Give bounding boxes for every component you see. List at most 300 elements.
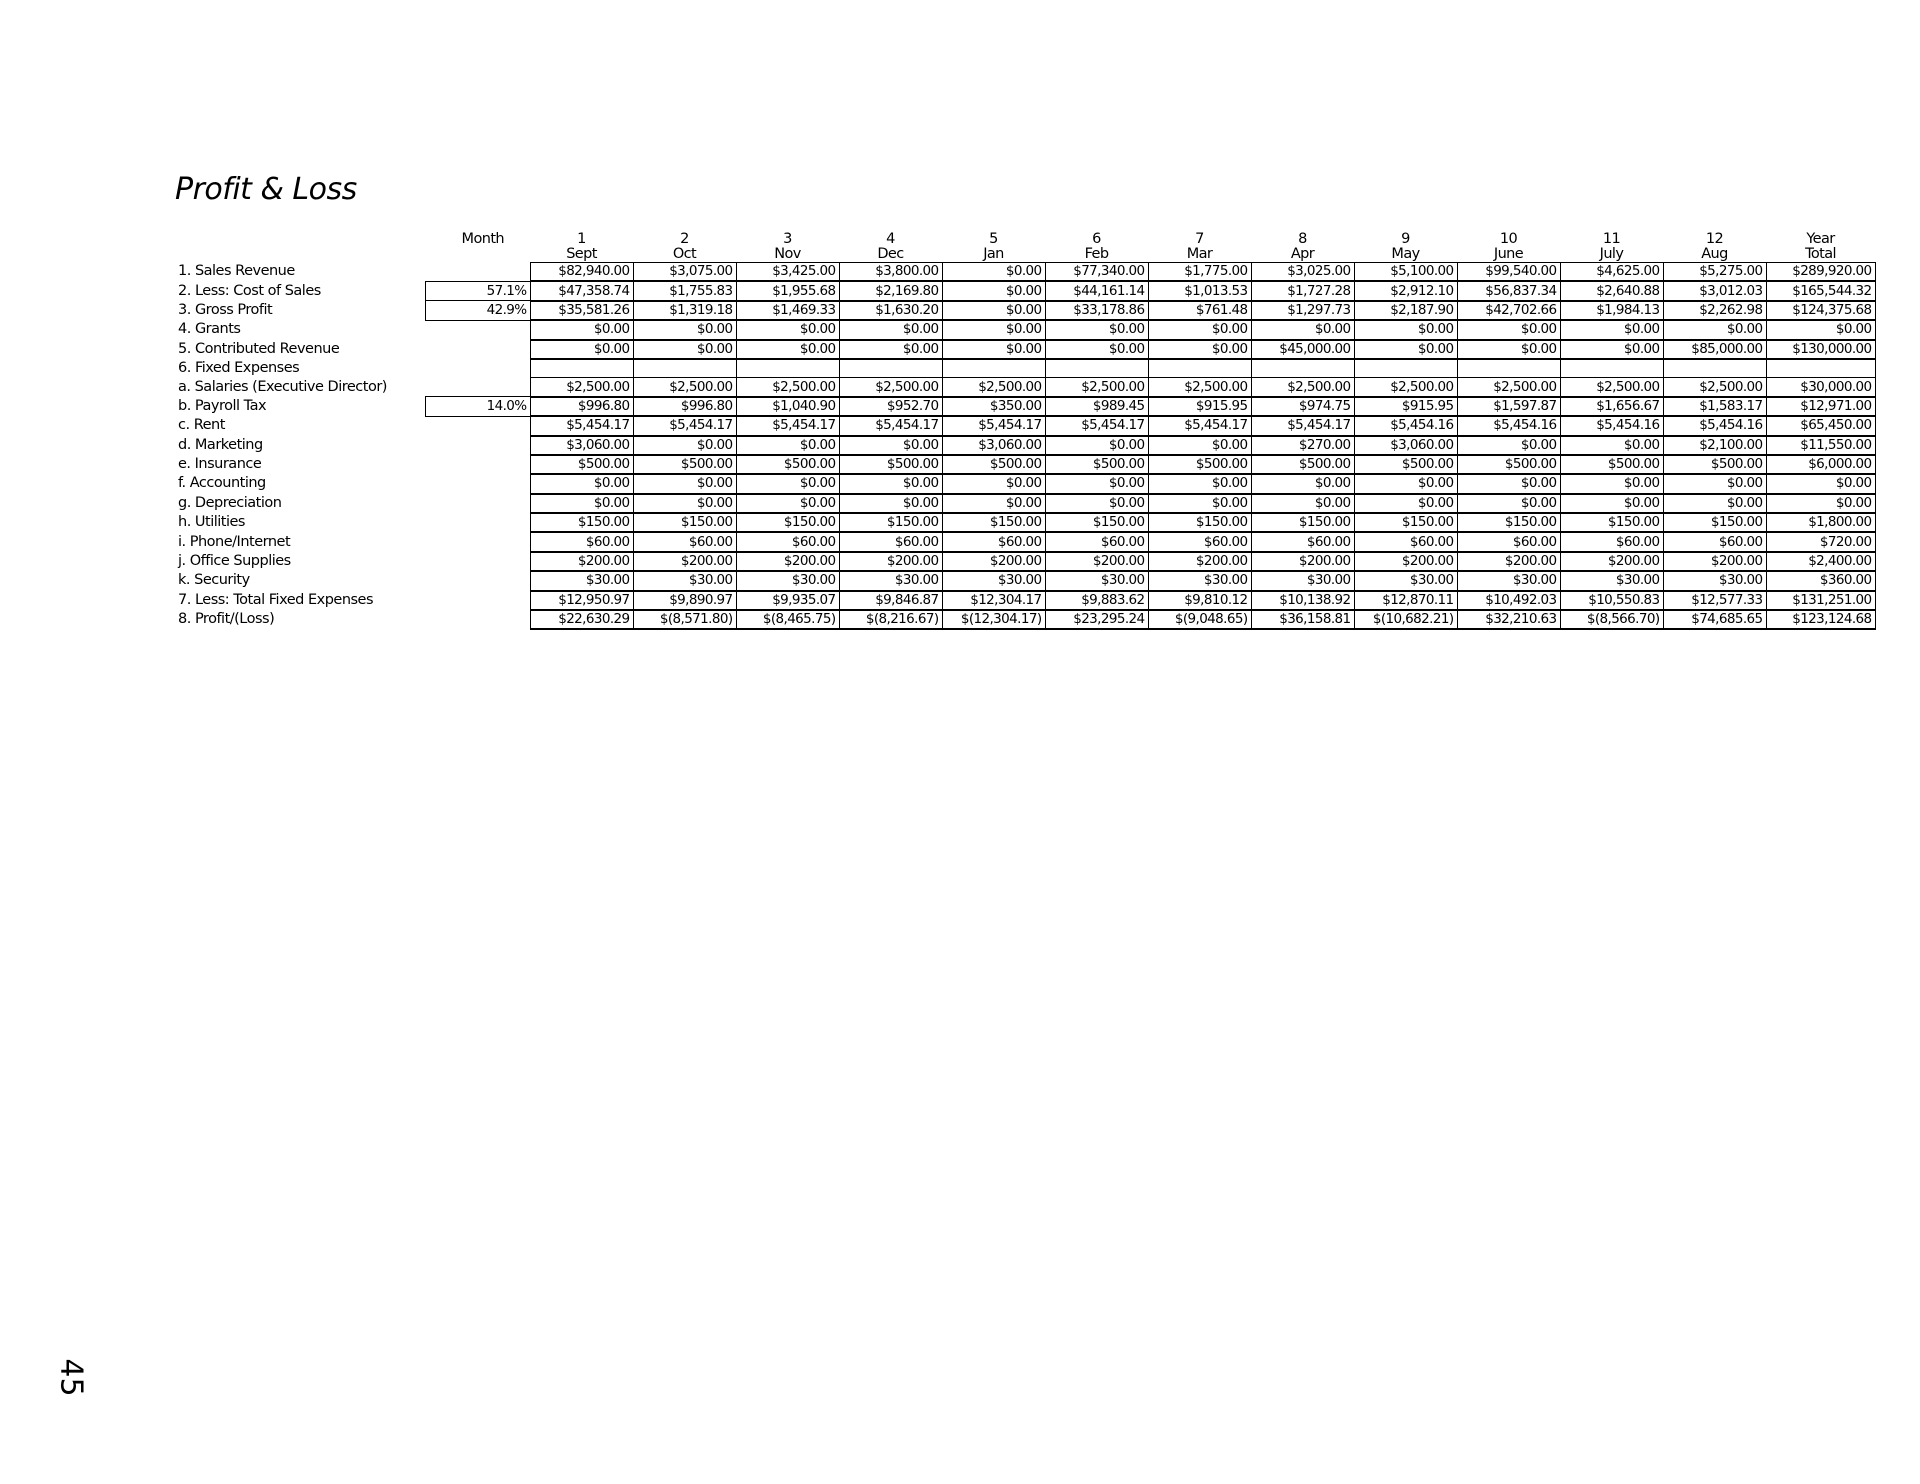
row-percent: 14.0%	[425, 397, 530, 416]
table-cell: $2,187.90	[1354, 301, 1457, 320]
table-cell: $30.00	[1354, 571, 1457, 590]
table-cell: $3,425.00	[736, 263, 839, 282]
table-cell: $150.00	[1457, 513, 1560, 532]
table-cell: $10,550.83	[1560, 591, 1663, 610]
row-label: g. Depreciation	[178, 494, 282, 511]
table-cell: $0.00	[1148, 494, 1251, 513]
column-month: June	[1493, 246, 1524, 262]
row-percent	[425, 552, 530, 571]
row-label: 1. Sales Revenue	[178, 263, 295, 280]
column-month: Sept	[566, 246, 597, 262]
table-cell: $2,500.00	[1457, 378, 1560, 397]
table-cell: $85,000.00	[1663, 340, 1766, 359]
table-cell: $3,060.00	[530, 436, 633, 455]
table-row	[175, 591, 1875, 610]
table-cell: $30.00	[1560, 571, 1663, 590]
table-cell: $0.00	[1766, 320, 1875, 339]
column-month: Mar	[1186, 246, 1213, 262]
table-cell: $6,000.00	[1766, 455, 1875, 474]
table-cell: $996.80	[530, 397, 633, 416]
table-cell: $4,625.00	[1560, 263, 1663, 282]
column-month: Nov	[774, 246, 801, 262]
table-cell: $350.00	[942, 397, 1045, 416]
table-cell: $1,656.67	[1560, 397, 1663, 416]
table-cell: $0.00	[1251, 474, 1354, 493]
column-month: Aug	[1701, 246, 1728, 262]
table-cell: $0.00	[1457, 436, 1560, 455]
row-percent	[425, 340, 530, 359]
column-number: 11	[1602, 232, 1621, 247]
table-cell: $60.00	[1354, 532, 1457, 551]
table-cell: $500.00	[633, 455, 736, 474]
table-cell: $3,075.00	[633, 263, 736, 282]
table-cell: $0.00	[1045, 436, 1148, 455]
column-month: Jan	[983, 246, 1004, 262]
table-cell: $0.00	[633, 494, 736, 513]
header-row	[175, 232, 1875, 263]
table-header	[175, 232, 1875, 263]
table-row	[175, 532, 1875, 551]
table-cell: $500.00	[942, 455, 1045, 474]
table-cell	[1148, 359, 1251, 378]
table-cell: $915.95	[1148, 397, 1251, 416]
table-cell: $150.00	[1148, 513, 1251, 532]
table-cell: $0.00	[633, 340, 736, 359]
table-cell: $200.00	[1251, 552, 1354, 571]
row-percent	[425, 610, 530, 629]
table-row	[175, 571, 1875, 590]
row-percent	[425, 416, 530, 435]
table-cell: $1,630.20	[839, 301, 942, 320]
table-cell: $0.00	[530, 474, 633, 493]
table-cell: $0.00	[942, 474, 1045, 493]
table-cell: $(10,682.21)	[1354, 610, 1457, 629]
table-cell: $200.00	[1560, 552, 1663, 571]
table-cell: $0.00	[942, 494, 1045, 513]
table-cell: $200.00	[1045, 552, 1148, 571]
table-cell: $150.00	[1045, 513, 1148, 532]
table-cell: $0.00	[1354, 474, 1457, 493]
row-percent	[425, 359, 530, 378]
table-cell: $1,583.17	[1663, 397, 1766, 416]
column-number: 8	[1298, 232, 1307, 247]
table-cell: $22,630.29	[530, 610, 633, 629]
table-row	[175, 378, 1875, 397]
table-cell: $33,178.86	[1045, 301, 1148, 320]
table-cell: $200.00	[530, 552, 633, 571]
table-cell: $150.00	[1560, 513, 1663, 532]
table-cell: $1,955.68	[736, 281, 839, 300]
table-cell: $0.00	[633, 320, 736, 339]
table-cell: $500.00	[1663, 455, 1766, 474]
table-cell: $99,540.00	[1457, 263, 1560, 282]
column-header	[1766, 232, 1875, 263]
table-cell: $165,544.32	[1766, 281, 1875, 300]
table-cell	[736, 359, 839, 378]
table-row	[175, 397, 1875, 416]
table-cell: $200.00	[1148, 552, 1251, 571]
table-cell: $150.00	[736, 513, 839, 532]
table-cell: $5,454.16	[1663, 416, 1766, 435]
table-cell: $500.00	[1354, 455, 1457, 474]
table-cell	[1045, 359, 1148, 378]
row-label: 8. Profit/(Loss)	[178, 611, 275, 628]
table-cell: $5,454.17	[736, 416, 839, 435]
column-number: 9	[1401, 232, 1410, 247]
column-month: July	[1599, 246, 1624, 262]
table-cell: $500.00	[736, 455, 839, 474]
table-cell: $42,702.66	[1457, 301, 1560, 320]
column-number: 6	[1092, 232, 1101, 247]
table-cell: $60.00	[1045, 532, 1148, 551]
row-percent	[425, 320, 530, 339]
table-cell	[1251, 359, 1354, 378]
table-row	[175, 436, 1875, 455]
table-cell: $0.00	[736, 340, 839, 359]
table-cell: $56,837.34	[1457, 281, 1560, 300]
table-cell	[1457, 359, 1560, 378]
table-cell: $270.00	[1251, 436, 1354, 455]
table-cell: $3,060.00	[1354, 436, 1457, 455]
table-cell: $60.00	[1663, 532, 1766, 551]
column-header	[736, 232, 839, 263]
column-number: 12	[1705, 232, 1724, 247]
table-cell: $9,935.07	[736, 591, 839, 610]
row-label: a. Salaries (Executive Director)	[178, 378, 387, 395]
table-body	[175, 263, 1875, 630]
table-cell: $0.00	[839, 436, 942, 455]
table-cell: $952.70	[839, 397, 942, 416]
row-label: 7. Less: Total Fixed Expenses	[178, 591, 374, 608]
table-cell: $2,500.00	[1251, 378, 1354, 397]
table-cell: $0.00	[1354, 340, 1457, 359]
table-cell: $2,100.00	[1663, 436, 1766, 455]
row-label: 5. Contributed Revenue	[178, 340, 340, 357]
table-cell: $3,012.03	[1663, 281, 1766, 300]
table-cell: $23,295.24	[1045, 610, 1148, 629]
table-cell: $2,912.10	[1354, 281, 1457, 300]
column-number: 10	[1499, 232, 1518, 247]
table-row	[175, 416, 1875, 435]
table-cell: $(8,566.70)	[1560, 610, 1663, 629]
table-cell: $0.00	[839, 320, 942, 339]
table-cell: $30.00	[736, 571, 839, 590]
table-cell: $2,169.80	[839, 281, 942, 300]
table-cell: $2,500.00	[530, 378, 633, 397]
table-cell: $30.00	[530, 571, 633, 590]
table-cell: $60.00	[839, 532, 942, 551]
table-cell: $5,454.17	[942, 416, 1045, 435]
row-percent	[425, 571, 530, 590]
page-number: 45	[53, 1358, 89, 1397]
table-cell: $11,550.00	[1766, 436, 1875, 455]
table-cell: $500.00	[1045, 455, 1148, 474]
table-cell: $77,340.00	[1045, 263, 1148, 282]
column-number: 7	[1195, 232, 1204, 247]
month-label: Month	[461, 232, 504, 247]
column-header	[530, 232, 633, 263]
table-cell: $0.00	[1560, 494, 1663, 513]
table-cell: $200.00	[1354, 552, 1457, 571]
table-cell: $5,454.17	[1045, 416, 1148, 435]
table-cell: $30.00	[839, 571, 942, 590]
table-cell: $1,755.83	[633, 281, 736, 300]
column-month: Total	[1805, 246, 1836, 262]
table-cell: $2,400.00	[1766, 552, 1875, 571]
table-cell	[1560, 359, 1663, 378]
table-cell: $500.00	[1560, 455, 1663, 474]
row-label: 2. Less: Cost of Sales	[178, 282, 321, 299]
row-percent: 42.9%	[425, 301, 530, 320]
table-row	[175, 513, 1875, 532]
table-cell: $9,810.12	[1148, 591, 1251, 610]
column-header	[1560, 232, 1663, 263]
table-cell: $12,870.11	[1354, 591, 1457, 610]
table-cell: $2,640.88	[1560, 281, 1663, 300]
table-cell: $0.00	[1251, 320, 1354, 339]
table-cell: $(8,216.67)	[839, 610, 942, 629]
column-header	[839, 232, 942, 263]
table-cell: $500.00	[839, 455, 942, 474]
table-cell: $32,210.63	[1457, 610, 1560, 629]
table-cell: $500.00	[1148, 455, 1251, 474]
row-percent	[425, 532, 530, 551]
column-number: 1	[577, 232, 586, 247]
table-cell	[1354, 359, 1457, 378]
table-cell: $0.00	[942, 263, 1045, 282]
row-label: b. Payroll Tax	[178, 397, 267, 414]
table-cell	[1766, 359, 1875, 378]
table-cell: $150.00	[1251, 513, 1354, 532]
table-cell: $0.00	[530, 494, 633, 513]
table-row	[175, 474, 1875, 493]
table-cell: $1,984.13	[1560, 301, 1663, 320]
table-cell: $200.00	[839, 552, 942, 571]
row-label: i. Phone/Internet	[178, 533, 291, 550]
table-cell: $974.75	[1251, 397, 1354, 416]
table-cell: $123,124.68	[1766, 610, 1875, 629]
table-cell: $150.00	[1354, 513, 1457, 532]
table-cell: $0.00	[1148, 436, 1251, 455]
column-header	[1251, 232, 1354, 263]
table-cell: $0.00	[1148, 340, 1251, 359]
table-cell: $131,251.00	[1766, 591, 1875, 610]
table-cell: $30.00	[1663, 571, 1766, 590]
column-month: May	[1391, 246, 1420, 262]
header-spacer	[175, 232, 425, 263]
table-cell: $0.00	[942, 281, 1045, 300]
table-cell: $5,275.00	[1663, 263, 1766, 282]
table-cell: $2,500.00	[839, 378, 942, 397]
column-header	[942, 232, 1045, 263]
table-cell: $5,454.17	[1148, 416, 1251, 435]
table-cell: $2,500.00	[1663, 378, 1766, 397]
table-cell: $200.00	[942, 552, 1045, 571]
row-percent	[425, 513, 530, 532]
table-cell: $30.00	[1148, 571, 1251, 590]
column-number: 5	[989, 232, 998, 247]
table-cell: $2,500.00	[633, 378, 736, 397]
table-cell: $0.00	[530, 320, 633, 339]
table-row	[175, 359, 1875, 378]
table-cell: $1,597.87	[1457, 397, 1560, 416]
table-cell: $200.00	[736, 552, 839, 571]
table-cell: $3,060.00	[942, 436, 1045, 455]
table-cell: $0.00	[1045, 494, 1148, 513]
table-cell: $0.00	[1560, 340, 1663, 359]
table-cell: $0.00	[736, 320, 839, 339]
table-cell: $30.00	[1045, 571, 1148, 590]
table-cell: $0.00	[1251, 494, 1354, 513]
table-cell: $2,500.00	[1354, 378, 1457, 397]
table-cell: $150.00	[942, 513, 1045, 532]
column-month: Dec	[877, 246, 904, 262]
table-cell: $0.00	[839, 474, 942, 493]
table-cell: $45,000.00	[1251, 340, 1354, 359]
table-cell: $60.00	[1457, 532, 1560, 551]
row-label: e. Insurance	[178, 456, 262, 473]
table-cell: $60.00	[1148, 532, 1251, 551]
column-month: Feb	[1084, 246, 1109, 262]
table-cell: $0.00	[1045, 340, 1148, 359]
table-cell	[1663, 359, 1766, 378]
column-header	[1045, 232, 1148, 263]
table-cell: $(8,571.80)	[633, 610, 736, 629]
table-cell: $500.00	[1251, 455, 1354, 474]
table-cell: $500.00	[530, 455, 633, 474]
table-cell: $0.00	[1148, 320, 1251, 339]
table-cell: $0.00	[1663, 320, 1766, 339]
table-cell: $1,297.73	[1251, 301, 1354, 320]
table-row	[175, 610, 1875, 629]
table-row	[175, 263, 1875, 282]
table-cell: $0.00	[942, 340, 1045, 359]
column-header	[1354, 232, 1457, 263]
table-cell: $989.45	[1045, 397, 1148, 416]
table-cell: $9,883.62	[1045, 591, 1148, 610]
row-label: c. Rent	[178, 417, 225, 434]
table-cell: $0.00	[1045, 474, 1148, 493]
column-month: Apr	[1290, 246, 1315, 262]
table-cell: $(8,465.75)	[736, 610, 839, 629]
table-cell	[633, 359, 736, 378]
row-label: d. Marketing	[178, 436, 263, 453]
column-number: Year	[1806, 232, 1835, 247]
table-cell: $10,138.92	[1251, 591, 1354, 610]
row-label: 6. Fixed Expenses	[178, 359, 300, 376]
profit-loss-table	[175, 232, 1876, 630]
column-number: 3	[783, 232, 792, 247]
table-cell	[942, 359, 1045, 378]
table-cell: $60.00	[633, 532, 736, 551]
table-cell: $30.00	[1251, 571, 1354, 590]
table-cell: $30.00	[1457, 571, 1560, 590]
table-cell: $124,375.68	[1766, 301, 1875, 320]
table-cell: $5,454.17	[839, 416, 942, 435]
table-cell: $996.80	[633, 397, 736, 416]
table-cell: $200.00	[633, 552, 736, 571]
table-cell: $12,950.97	[530, 591, 633, 610]
table-cell: $0.00	[633, 474, 736, 493]
table-cell: $44,161.14	[1045, 281, 1148, 300]
table-cell: $(9,048.65)	[1148, 610, 1251, 629]
table-cell: $761.48	[1148, 301, 1251, 320]
table-cell: $12,577.33	[1663, 591, 1766, 610]
row-percent	[425, 436, 530, 455]
table-cell: $2,262.98	[1663, 301, 1766, 320]
table-cell: $0.00	[1354, 320, 1457, 339]
table-cell: $5,100.00	[1354, 263, 1457, 282]
table-cell: $0.00	[942, 320, 1045, 339]
column-header	[1663, 232, 1766, 263]
table-cell: $0.00	[736, 494, 839, 513]
table-cell: $(12,304.17)	[942, 610, 1045, 629]
table-cell: $60.00	[530, 532, 633, 551]
table-cell: $5,454.17	[530, 416, 633, 435]
table-cell: $5,454.16	[1457, 416, 1560, 435]
table-cell: $500.00	[1457, 455, 1560, 474]
table-cell: $47,358.74	[530, 281, 633, 300]
table-cell: $30,000.00	[1766, 378, 1875, 397]
table-cell: $0.00	[839, 340, 942, 359]
table-row	[175, 494, 1875, 513]
table-cell: $0.00	[1457, 320, 1560, 339]
table-cell: $0.00	[1766, 474, 1875, 493]
table-cell: $0.00	[839, 494, 942, 513]
table-cell: $60.00	[1560, 532, 1663, 551]
column-header	[1457, 232, 1560, 263]
column-number: 2	[680, 232, 689, 247]
table-cell: $74,685.65	[1663, 610, 1766, 629]
table-cell: $0.00	[1663, 494, 1766, 513]
table-cell: $360.00	[1766, 571, 1875, 590]
table-cell: $0.00	[1560, 320, 1663, 339]
page-title: Profit & Loss	[175, 172, 357, 207]
row-label: h. Utilities	[178, 514, 245, 531]
row-label: 3. Gross Profit	[178, 301, 273, 318]
table-cell: $5,454.17	[633, 416, 736, 435]
table-cell: $0.00	[736, 436, 839, 455]
table-cell: $0.00	[1560, 474, 1663, 493]
table-cell: $1,469.33	[736, 301, 839, 320]
table-cell: $30.00	[633, 571, 736, 590]
table-cell: $0.00	[1766, 494, 1875, 513]
table-cell: $0.00	[633, 436, 736, 455]
table-cell: $720.00	[1766, 532, 1875, 551]
table-cell: $0.00	[736, 474, 839, 493]
table-cell: $200.00	[1663, 552, 1766, 571]
table-cell: $3,800.00	[839, 263, 942, 282]
table-cell: $5,454.17	[1251, 416, 1354, 435]
row-label: 4. Grants	[178, 321, 241, 338]
table-cell: $3,025.00	[1251, 263, 1354, 282]
row-label: f. Accounting	[178, 475, 266, 492]
table-cell: $9,846.87	[839, 591, 942, 610]
table-cell: $0.00	[530, 340, 633, 359]
table-cell: $0.00	[1457, 474, 1560, 493]
table-cell: $0.00	[1457, 494, 1560, 513]
column-number: 4	[886, 232, 895, 247]
table-cell: $60.00	[942, 532, 1045, 551]
column-header	[633, 232, 736, 263]
table-cell: $2,500.00	[1045, 378, 1148, 397]
table-cell: $5,454.16	[1354, 416, 1457, 435]
table-cell: $65,450.00	[1766, 416, 1875, 435]
row-percent	[425, 378, 530, 397]
table-cell: $0.00	[1457, 340, 1560, 359]
table-cell: $1,775.00	[1148, 263, 1251, 282]
table-row	[175, 301, 1875, 320]
